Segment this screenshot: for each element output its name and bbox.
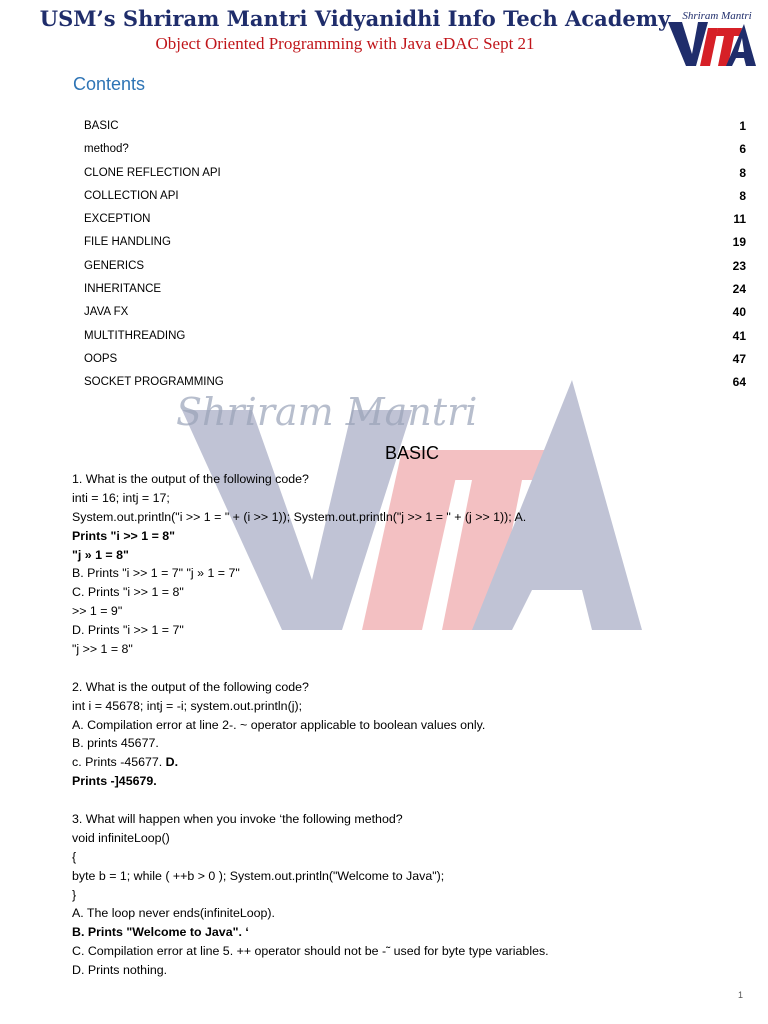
code-line: int i = 45678; intj = -i; system.out.println(j);	[72, 698, 303, 713]
answer-option: Prints -]45679.	[72, 774, 157, 789]
toc-entry-page: 8	[739, 188, 746, 203]
code-line: void infiniteLoop()	[72, 830, 170, 845]
answer-option: Prints "i >> 1 = 8"	[72, 528, 176, 543]
toc-entry-title: JAVA FX	[84, 306, 129, 319]
toc-entry-title: CLONE REFLECTION API	[84, 166, 221, 179]
answer-option-text: c. Prints -45677.	[72, 755, 166, 770]
toc-entry-title: MULTITHREADING	[84, 329, 186, 342]
code-line: inti = 16; intj = 17;	[72, 490, 170, 505]
answer-option: D. Prints nothing.	[72, 963, 168, 978]
toc-entry-page: 24	[732, 282, 746, 297]
toc-entry-page: 40	[732, 305, 746, 320]
toc-entry-title: GENERICS	[84, 259, 145, 272]
answer-option: "j >> 1 = 8"	[72, 642, 133, 657]
toc-entry-title: SOCKET PROGRAMMING	[84, 376, 224, 389]
answer-option: "j » 1 = 8"	[72, 547, 129, 562]
spacer	[72, 659, 752, 678]
section-heading-basic: BASIC	[384, 443, 440, 463]
answer-option: D. Prints "i >> 1 = 7"	[72, 623, 184, 638]
table-of-contents	[84, 118, 746, 398]
answer-option: A. The loop never ends(infiniteLoop).	[72, 906, 275, 921]
toc-entry[interactable]	[84, 258, 746, 281]
toc-entry[interactable]	[84, 211, 746, 234]
page-number: 1	[738, 990, 744, 1000]
code-line: System.out.println("i >> 1 = " + (i >> 1)); System.out.println("j >> 1 = " + (j >> 1)); A.	[72, 509, 527, 524]
question-2-prompt: 2. What is the output of the following code?	[72, 679, 309, 694]
answer-option: B. Prints "i >> 1 = 7" "j » 1 = 7"	[72, 566, 240, 581]
question-1-prompt: 1. What is the output of the following code?	[72, 472, 309, 486]
watermark-text: Shriram Mantri	[176, 390, 478, 434]
toc-entry-title: INHERITANCE	[84, 283, 162, 296]
answer-option: B. Prints "Welcome to Java". ‘	[72, 925, 249, 940]
toc-entry-title: OOPS	[84, 352, 118, 365]
code-line: byte b = 1; while ( ++b > 0 ); System.out.println("Welcome to Java");	[72, 868, 445, 883]
toc-entry[interactable]	[84, 304, 746, 327]
answer-option	[72, 753, 752, 772]
toc-entry-page: 41	[732, 328, 746, 343]
toc-entry-title: EXCEPTION	[84, 213, 151, 226]
header-subtitle: Object Oriented Programming with Java eDAC Sept 21	[155, 34, 535, 53]
toc-entry[interactable]	[84, 374, 746, 397]
toc-entry[interactable]	[84, 351, 746, 374]
question-3-prompt: 3. What will happen when you invoke ‘the following method?	[72, 812, 403, 827]
toc-entry-page: 47	[732, 351, 746, 366]
answer-option: B. prints 45677.	[72, 736, 159, 751]
logo-caption: Shriram Mantri	[682, 10, 752, 22]
toc-entry[interactable]	[84, 281, 746, 304]
toc-entry[interactable]	[84, 234, 746, 257]
toc-entry-page: 23	[732, 258, 746, 273]
toc-entry-title: FILE HANDLING	[84, 236, 171, 249]
toc-entry-title: method?	[84, 143, 129, 156]
toc-entry[interactable]	[84, 165, 746, 188]
toc-entry-page: 8	[739, 165, 746, 180]
toc-entry-page: 1	[739, 119, 746, 133]
toc-entry[interactable]	[84, 141, 746, 164]
toc-entry[interactable]	[84, 328, 746, 351]
toc-entry-page: 11	[733, 212, 746, 227]
toc-entry[interactable]	[84, 118, 746, 141]
toc-entry-page: 6	[739, 142, 746, 157]
toc-entry-title: BASIC	[84, 120, 119, 132]
answer-option: >> 1 = 9"	[72, 604, 123, 619]
code-line: }	[72, 887, 77, 902]
header-title: USM’s Shriram Mantri Vidyanidhi Info Tech Academy	[39, 6, 671, 31]
question-body	[72, 470, 752, 980]
answer-option: A. Compilation error at line 2-. ~ operator applicable to boolean values only.	[72, 717, 486, 732]
toc-entry-page: 19	[732, 235, 746, 250]
toc-entry[interactable]	[84, 188, 746, 211]
answer-option-letter: D.	[165, 755, 179, 770]
answer-option: C. Prints "i >> 1 = 8"	[72, 585, 184, 600]
toc-entry-title: COLLECTION API	[84, 189, 179, 202]
answer-option: C. Compilation error at line 5. ++ operator should not be -˜ used for byte type variables.	[72, 944, 549, 959]
code-line: {	[72, 849, 77, 864]
contents-heading: Contents	[73, 74, 146, 94]
toc-entry-page: 64	[732, 375, 746, 390]
spacer	[72, 791, 752, 810]
